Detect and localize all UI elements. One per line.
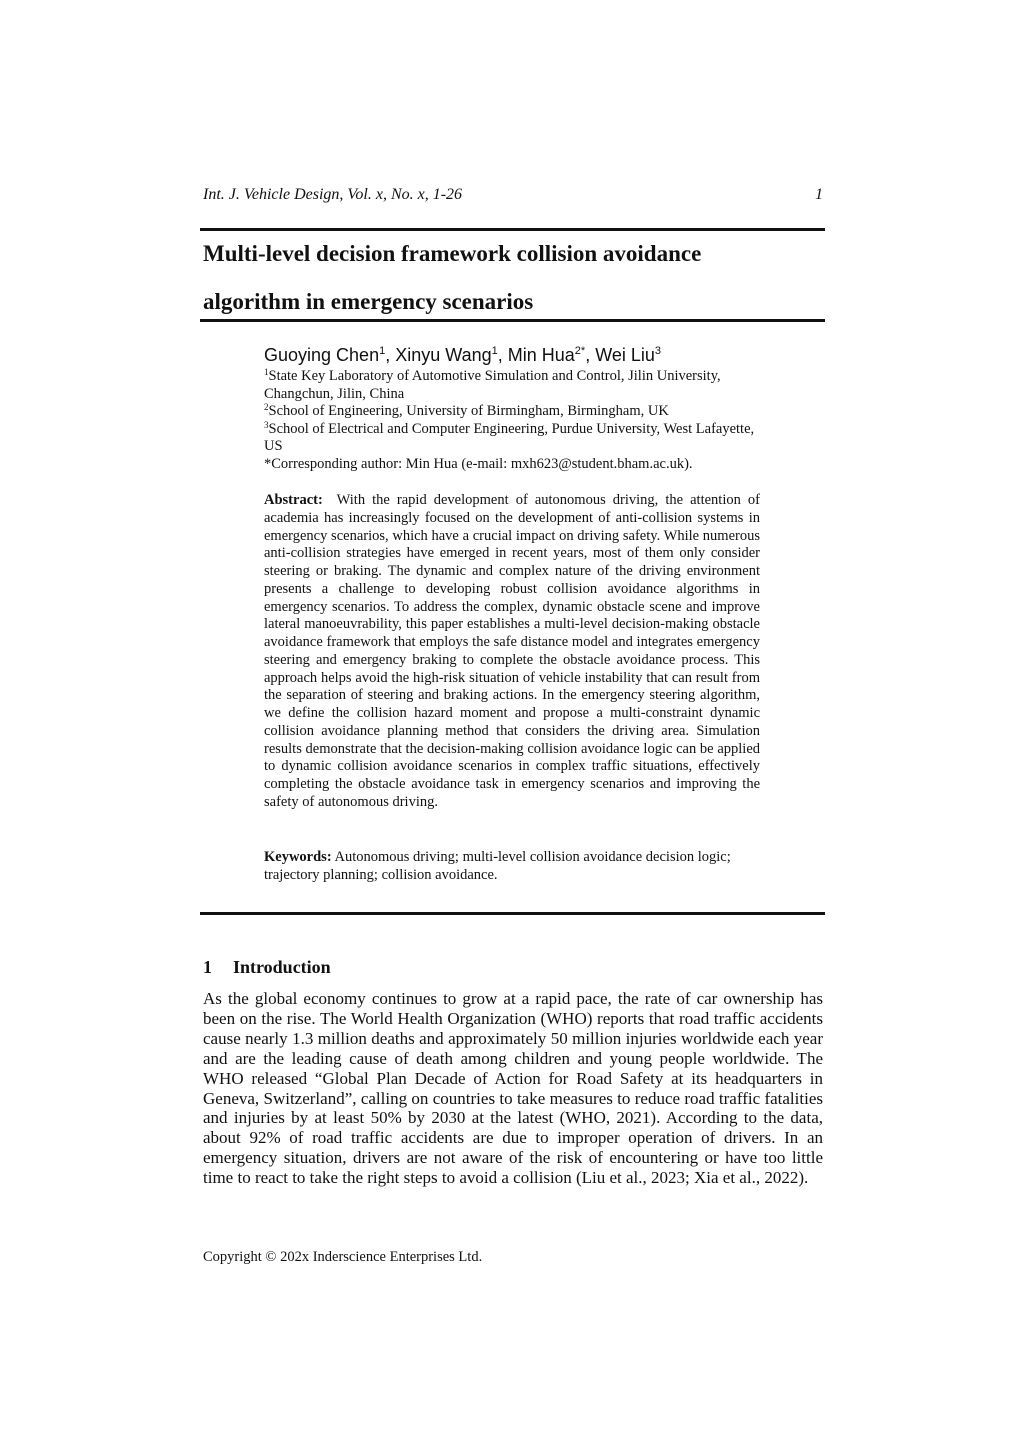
author: Xinyu Wang$^1$, (395, 345, 508, 365)
affiliation: $^1$State Key Laboratory of Automotive Simulation and Control, Jilin University, Changchun, Jilin, China (264, 367, 721, 402)
paper-title-line-1: Multi-level decision framework collision avoidance (203, 241, 702, 266)
section-number: 1 (203, 957, 212, 977)
affiliations (264, 368, 764, 474)
author-list (264, 345, 661, 366)
keywords-text: Autonomous driving; multi-level collision avoidance decision logic; trajectory planning; collision avoidance. (264, 849, 731, 883)
corresponding-author: *Corresponding author: Min Hua (e-mail: mxh623@student.bham.ac.uk). (264, 455, 693, 472)
abstract-text: With the rapid development of autonomous driving, the attention of academia has increasingly focused on the development of anti-collision systems in emergency scenarios, which have a crucial impact on driving safety. While numerous anti-collision strategies have emerged in recent years, most of them only consider steering or braking. The dynamic and complex nature of the driving environment presents a challenge to developing robust collision avoidance algorithms in emergency scenarios. To address the complex, dynamic obstacle scene and improve lateral manoeuvrability, this paper establishes a multi-level decision-making obstacle avoidance framework that employs the safe distance model and integrates emergency steering and emergency braking to complete the obstacle avoidance process. This approach helps avoid the high-risk situation of vehicle instability that can result from the separation of steering and braking actions. In the emergency steering algorithm, we define the collision hazard moment and propose a multi-constraint dynamic collision avoidance planning method that considers the driving area. Simulation results demonstrate that the decision-making collision avoidance logic can be applied to dynamic collision avoidance scenarios in complex traffic situations, effectively completing the obstacle avoidance task in emergency scenarios and improving the safety of autonomous driving. (264, 492, 760, 810)
copyright-footer: Copyright © 202x Inderscience Enterprises Ltd. (203, 1249, 483, 1265)
affiliation: $^2$School of Engineering, University of Birmingham, Birmingham, UK (264, 402, 669, 420)
introduction-paragraph: As the global economy continues to grow at a rapid pace, the rate of car ownership has been on the rise. The World Health Organization (WHO) reports that road traffic accidents cause nearly 1.3 million deaths and approximately 50 million injuries worldwide each year and are the leading cause of death among children and young people worldwide. The WHO released “Global Plan Decade of Action for Road Safety at its headquarters in Geneva, Switzerland”, calling on countries to take measures to reduce road traffic fatalities and injuries by at least 50% by 2030 at the latest (WHO, 2021). According to the data, about 92% of road traffic accidents are due to improper operation of drivers. In an emergency situation, drivers are not aware of the risk of encountering or have too little time to react to take the right steps to avoid a collision (Liu et al., 2023; Xia et al., 2022). (203, 989, 823, 1188)
section-heading (203, 957, 331, 978)
keywords-label: Keywords: (264, 849, 332, 865)
affiliation: $^3$School of Electrical and Computer Engineering, Purdue University, West Lafayette, US (264, 419, 755, 455)
title-bottom-rule (200, 319, 825, 322)
title-top-rule (200, 228, 825, 231)
abstract (264, 492, 760, 812)
author: Guoying Chen$^1$, (264, 345, 396, 365)
page-number: 1 (815, 186, 823, 203)
author: Wei Liu$^3$ (595, 345, 662, 365)
journal-citation: Int. J. Vehicle Design, Vol. x, No. x, 1-26 (203, 186, 463, 203)
author: Min Hua$^{2*}$, (507, 345, 596, 365)
paper-title-line-2: algorithm in emergency scenarios (203, 289, 534, 314)
abstract-label: Abstract: (264, 492, 323, 508)
abstract-bottom-rule (200, 912, 825, 915)
running-header (203, 186, 823, 204)
keywords (264, 849, 760, 885)
section-title: Introduction (233, 957, 331, 977)
